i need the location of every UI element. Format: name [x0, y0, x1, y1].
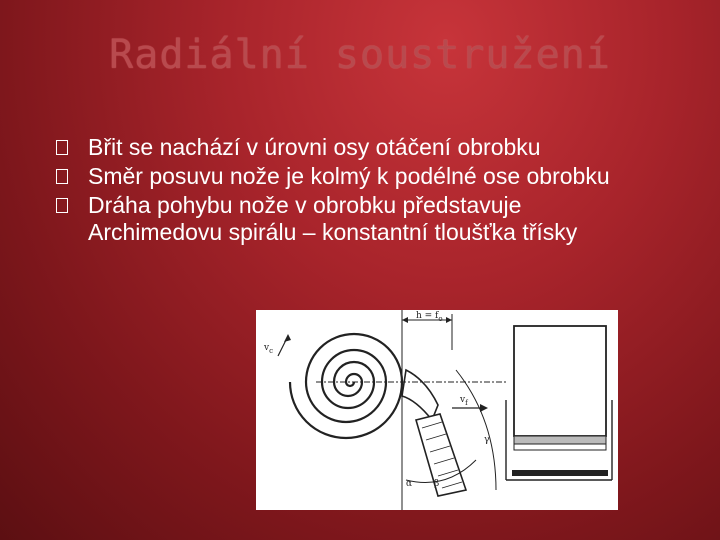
bullet-item: [56, 134, 656, 161]
bullet-list: [56, 134, 656, 248]
square-bullet-icon: [56, 169, 68, 184]
bullet-item: [56, 163, 656, 190]
square-bullet-icon: [56, 140, 68, 155]
beta-label: β: [434, 479, 440, 489]
diagram-drawing: [256, 310, 618, 510]
bullet-text: Směr posuvu nože je kolmý k podélné ose obrobku: [88, 163, 610, 189]
square-bullet-icon: [56, 198, 68, 213]
cutting-tool: [416, 414, 466, 496]
bullet-text: Dráha pohybu nože v obrobku představuje Archimedovu spirálu – konstantní tloušťka třísky: [88, 192, 578, 245]
vf-label: $v_f$: [460, 395, 468, 407]
chip-curl: [402, 370, 438, 420]
alpha-label: α: [406, 479, 413, 489]
gamma-label: γ: [484, 435, 490, 445]
slide-title: Radiální soustružení: [109, 32, 611, 78]
bullet-item: [56, 192, 656, 246]
radial-turning-diagram: [256, 310, 618, 510]
archimedean-spiral: [290, 334, 402, 438]
vc-label: $v_c$: [264, 343, 274, 355]
bullet-text: Břit se nachází v úrovni osy otáčení obrobku: [88, 134, 541, 160]
thickness-label: $h = f_o$: [416, 311, 443, 323]
tool-holder: [506, 326, 612, 480]
